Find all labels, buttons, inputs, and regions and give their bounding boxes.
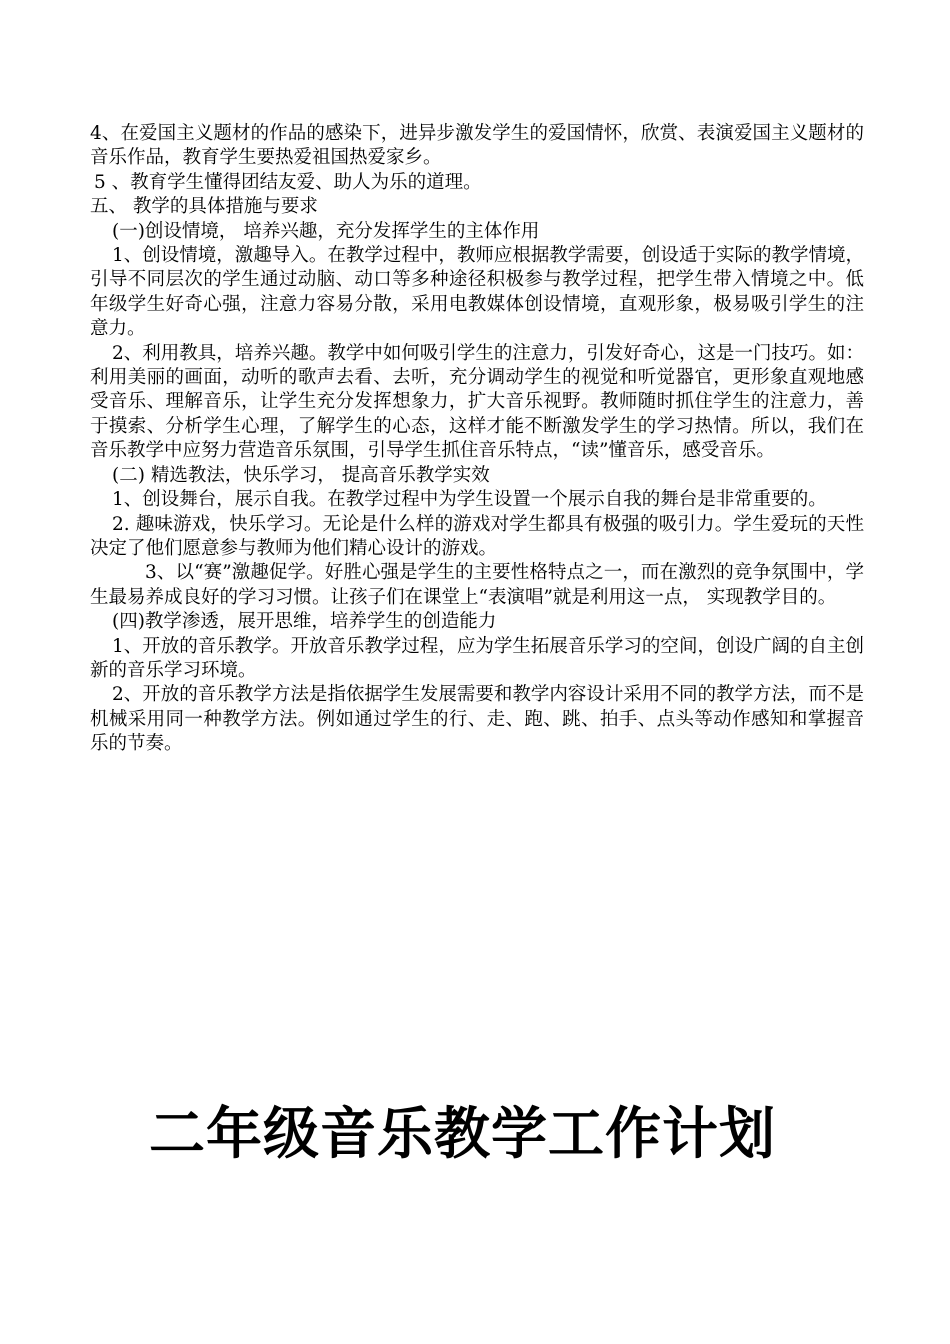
paragraph-open-teaching: 1、开放的音乐教学。开放音乐教学过程，应为学生拓展音乐学习的空间，创设广阔的自主创新的音乐学习环境。 (90, 635, 864, 681)
document-title: 二年级音乐教学工作计划 (149, 1102, 776, 1167)
paragraph-stage: 1、创设舞台，展示自我。在教学过程中为学生设置一个展示自我的舞台是非常重要的。 (112, 489, 827, 511)
paragraph-open-methods: 2、开放的音乐教学方法是指依据学生发展需要和教学内容设计采用不同的教学方法，而不是机械采用同一种教学方法。例如通过学生的行、走、跑、跳、拍手、点头等动作感知和掌握音乐的节奏。 (90, 684, 864, 755)
paragraph-unity-education: 5 、教育学生懂得团结友爱、助人为乐的道理。 (94, 171, 482, 193)
paragraph-patriotic-education: 4、在爱国主义题材的作品的感染下，进异步激发学生的爱国情怀，欣赏、表演爱国主义题材的音乐作品，教育学生要热爱祖国热爱家乡。 (90, 123, 864, 169)
section-heading-measures: 五、 教学的具体措施与要求 (90, 196, 318, 218)
paragraph-create-situation: 1、创设情境，激趣导入。在教学过程中，教师应根据教学需要，创设适于实际的教学情境，引导不同层次的学生通过动脑、动口等多种途径积极参与教学过程，把学生带入情境之中。低年级学生好奇心强，注意力容易分散，采用电教媒体创设情境，直观形象，极易吸引学生的注意力。 (90, 245, 864, 340)
subheading-create-situation: (一)创设情境， 培养兴趣，充分发挥学生的主体作用 (112, 220, 540, 242)
subheading-creativity: (四)教学渗透，展开思维，培养学生的创造能力 (112, 611, 497, 633)
paragraph-teaching-aids: 2、利用教具，培养兴趣。教学中如何吸引学生的注意力，引发好奇心，这是一门技巧。如：利用美丽的画面，动听的歌声去看、去听，充分调动学生的视觉和听觉器官，更形象直观地感受音乐、理解音乐，让学生充分发挥想象力，扩大音乐视野。教师随时抓住学生的注意力，善于摸索、分析学生心理，了解学生的心态，这样才能不断激发学生的学习热情。所以，我们在音乐教学中应努力营造音乐氛围，引导学生抓住音乐特点，“读”懂音乐，感受音乐。 (90, 342, 864, 462)
document-body (90, 122, 864, 757)
paragraph-games: 2. 趣味游戏，快乐学习。无论是什么样的游戏对学生都具有极强的吸引力。学生爱玩的天性决定了他们愿意参与教师为他们精心设计的游戏。 (90, 513, 864, 559)
subheading-teaching-methods: (二) 精选教法，快乐学习， 提高音乐教学实效 (112, 464, 490, 486)
paragraph-competition: 3、以“赛”激趣促学。好胜心强是学生的主要性格特点之一，而在激烈的竞争氛围中，学生最易养成良好的学习习惯。让孩子们在课堂上“表演唱”就是利用这一点， 实现教学目的。 (90, 562, 864, 608)
